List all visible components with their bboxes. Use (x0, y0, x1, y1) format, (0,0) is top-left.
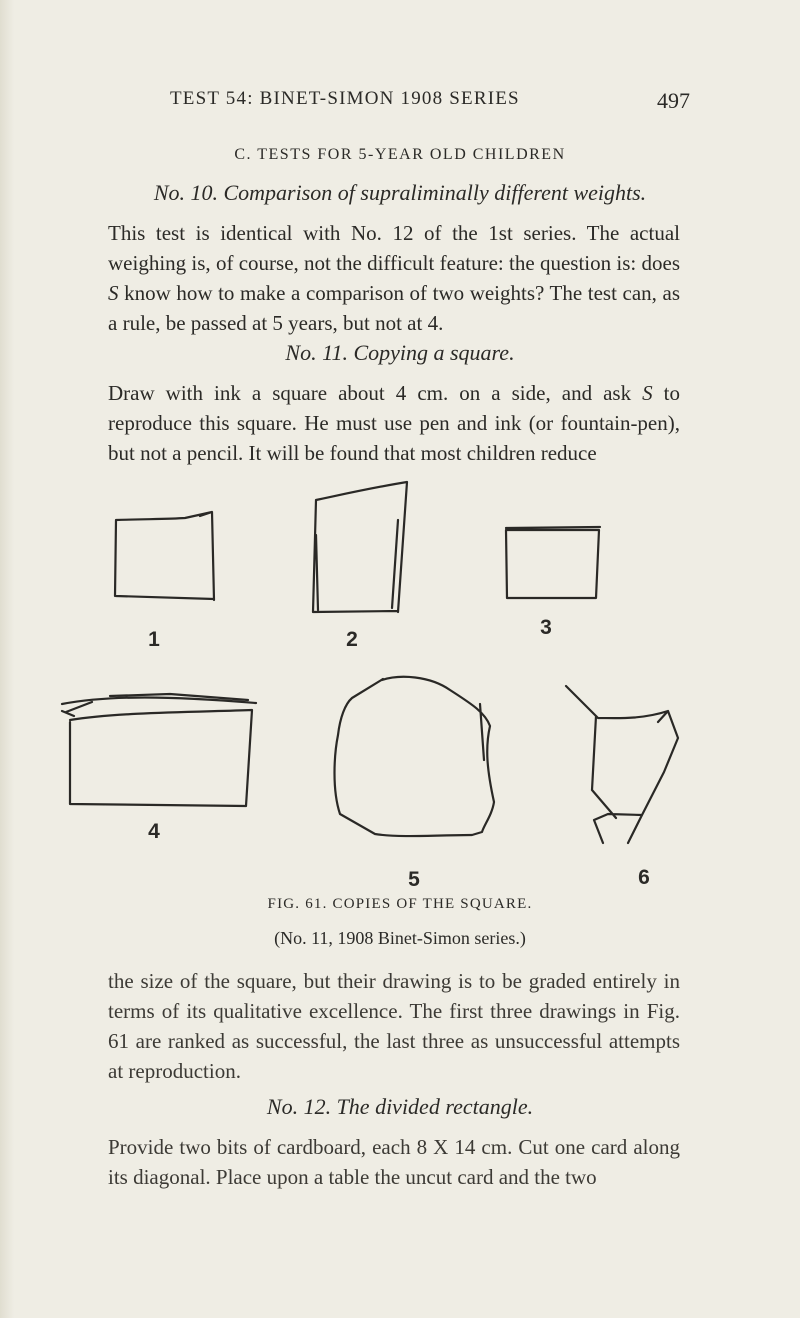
item-12-paragraph: Provide two bits of cardboard, each 8 X 14 cm. Cut one card along its diagonal. Place upon a table the uncut card and the two (108, 1135, 680, 1189)
section-heading: C. TESTS FOR 5-YEAR OLD CHILDREN (234, 146, 566, 163)
text-run: This test is identical with No. 12 of the 1st series. The actual weighing is, of course, not the difficult feature: the question is: does (108, 221, 680, 275)
subject-symbol: S (108, 281, 119, 305)
drawing-5 (335, 677, 495, 836)
drawing-4 (62, 694, 256, 806)
figure-caption: FIG. 61. COPIES OF THE SQUARE. (267, 896, 533, 912)
item-10-title: No. 10. Comparison of supraliminally different weights. (153, 180, 647, 205)
figure-label-3: 3 (540, 616, 552, 639)
figure-label-4: 4 (148, 820, 160, 843)
figure-label-1: 1 (148, 628, 160, 651)
drawing-1 (115, 512, 214, 600)
drawing-2 (313, 482, 407, 612)
subject-symbol: S (642, 381, 653, 405)
page-number: 497 (657, 88, 690, 113)
drawing-6 (566, 686, 678, 843)
figure-label-2: 2 (346, 628, 358, 651)
item-11-title: No. 11. Copying a square. (285, 340, 515, 365)
text-run: to reproduce this square. He must use pen and ink (or fountain-pen), but not a pencil. It will be found that most children reduce (108, 381, 680, 465)
item-12-title: No. 12. The divided rectangle. (266, 1094, 534, 1119)
figure-subcaption: (No. 11, 1908 Binet-Simon series.) (274, 928, 526, 948)
item-11-paragraph (108, 378, 680, 468)
drawing-3 (506, 527, 600, 598)
continuation-paragraph: the size of the square, but their drawing is to be graded entirely in terms of its qualitative excellence. The first three drawings in Fig. 61 are ranked as successful, the last three as unsuccessful attempts at reproduction. (108, 969, 680, 1083)
figure-label-5: 5 (408, 868, 420, 890)
running-head: TEST 54: BINET-SIMON 1908 SERIES (170, 88, 520, 109)
text-run: know how to make a comparison of two weights? The test can, as a rule, be passed at 5 years, but not at 4. (108, 281, 680, 335)
item-10-paragraph (108, 218, 680, 338)
text-run: Draw with ink a square about 4 cm. on a side, and ask (108, 381, 643, 405)
page-header (170, 88, 690, 118)
figure-label-6: 6 (638, 866, 650, 889)
figure-61 (0, 470, 800, 890)
square-drawings (62, 482, 678, 843)
